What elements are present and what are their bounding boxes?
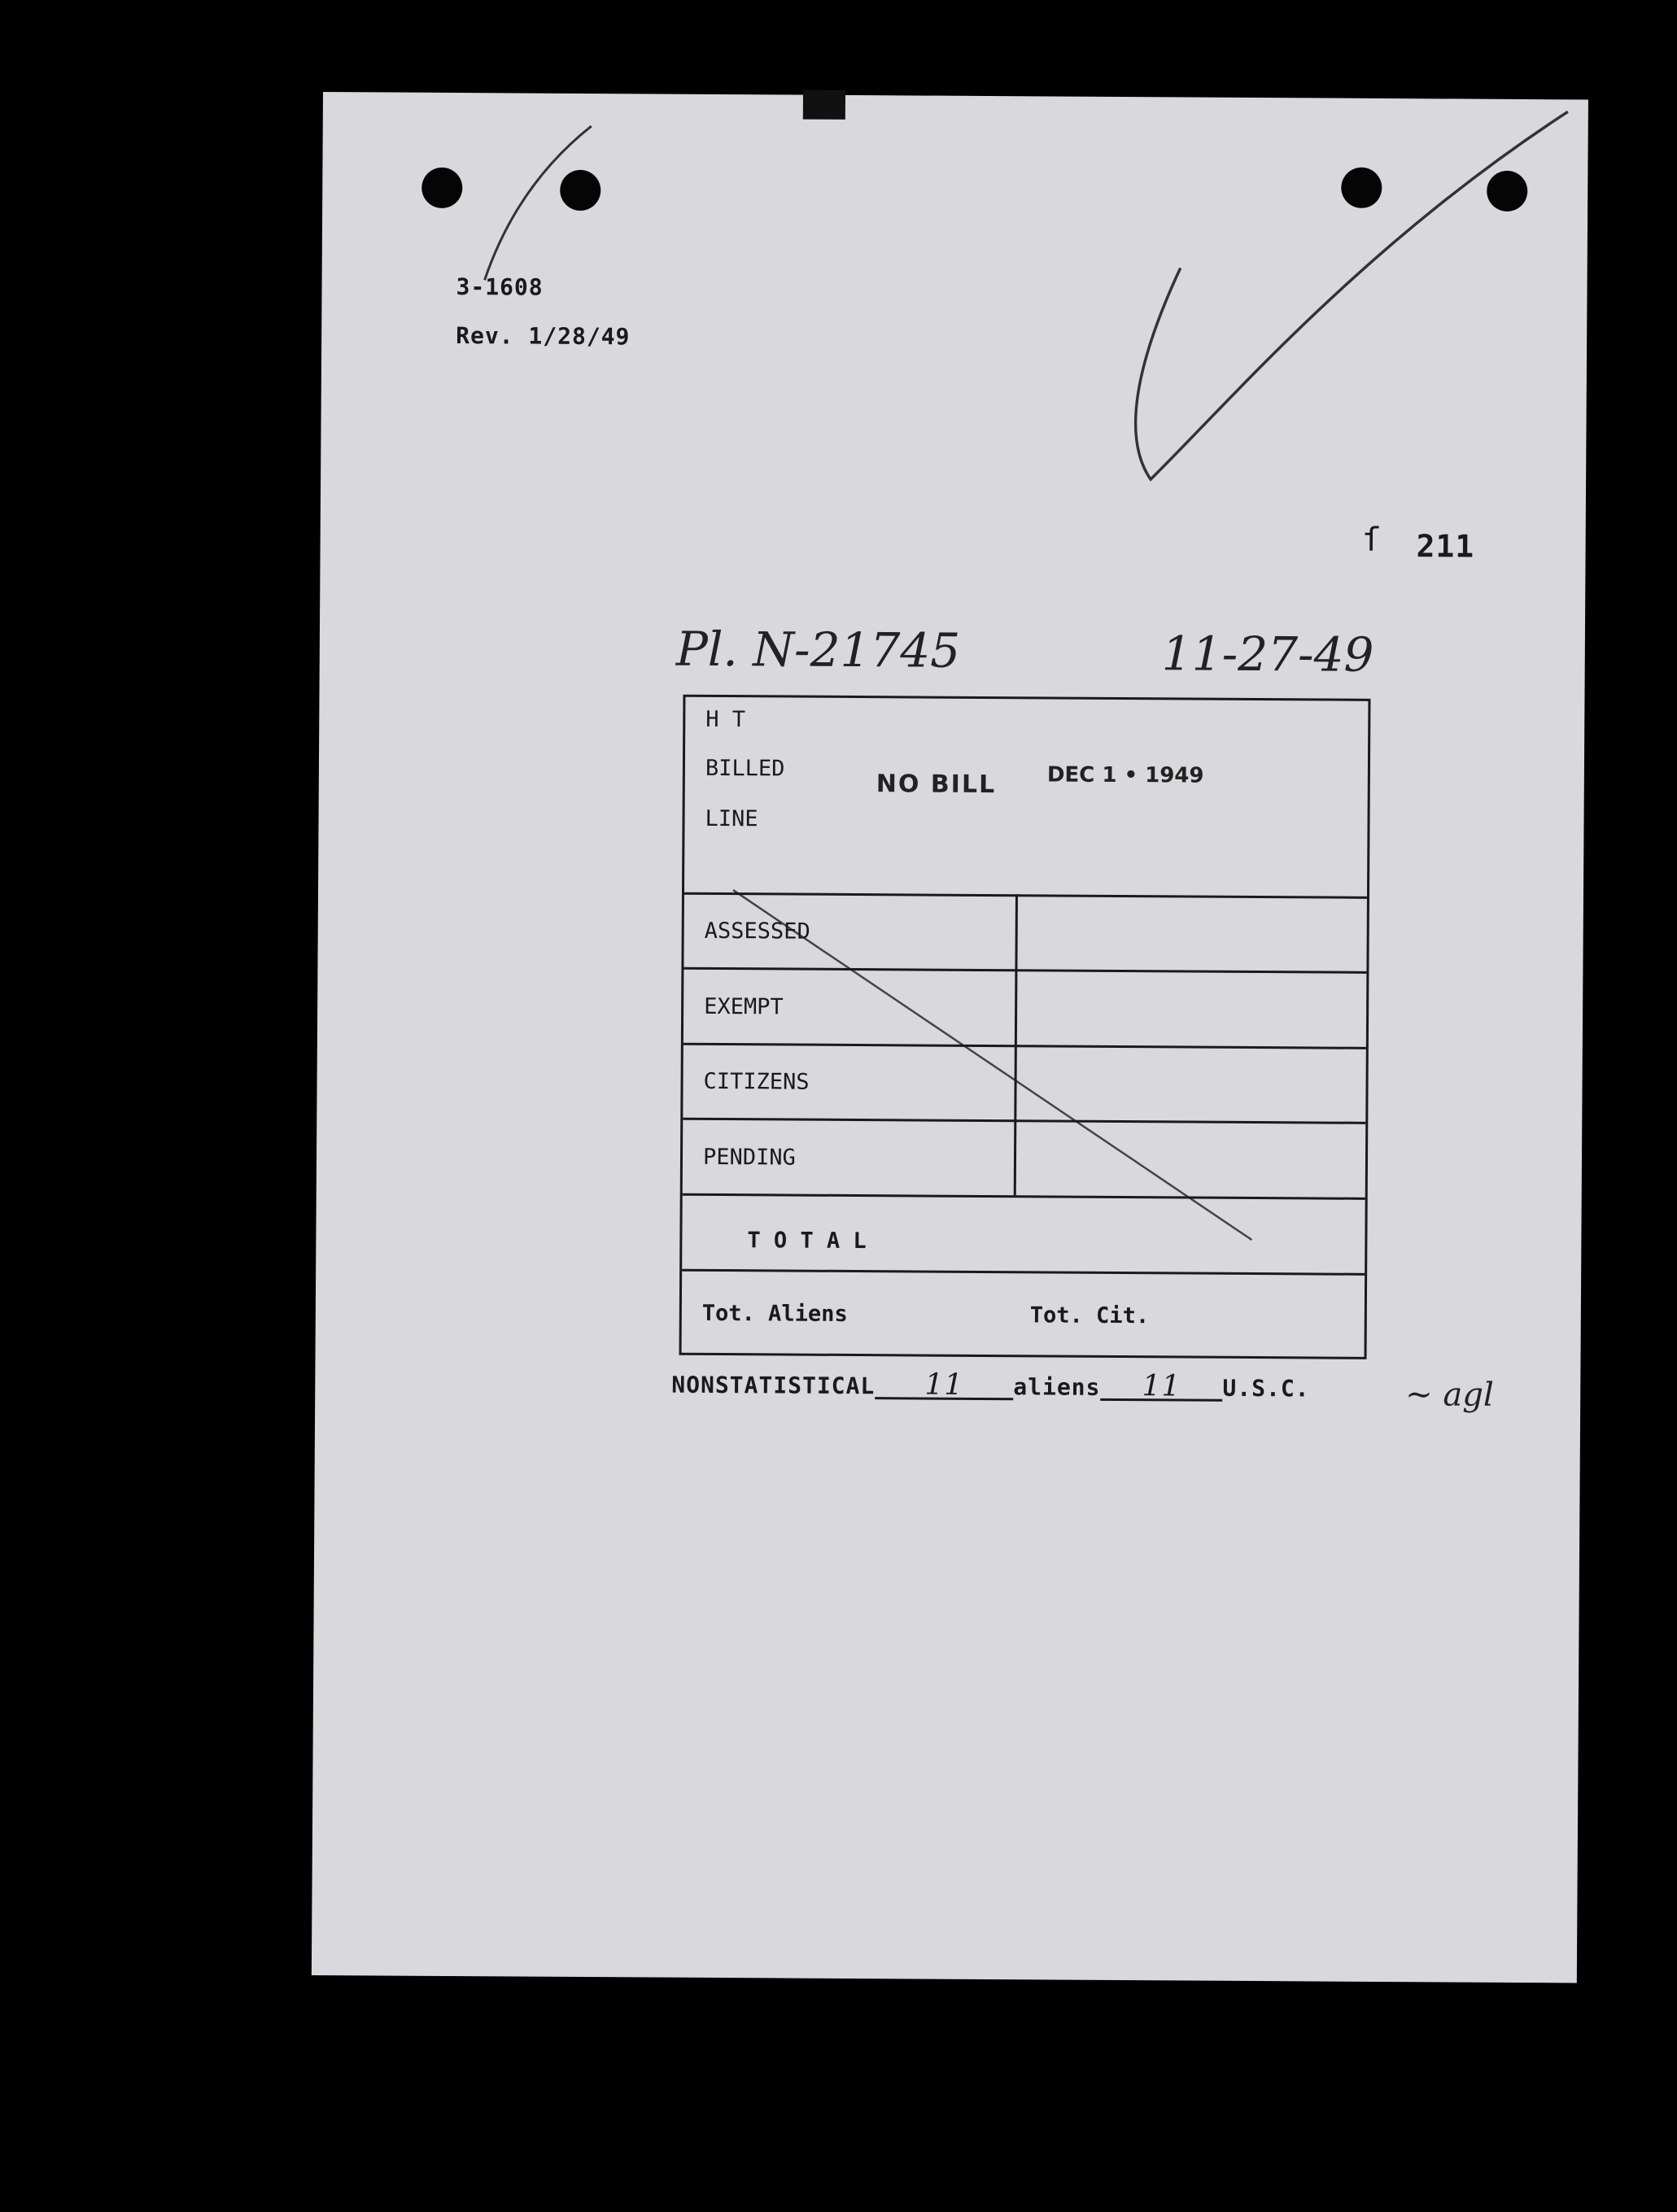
row-label-assessed: ASSESSED [704, 918, 810, 945]
nonstatistical-label: NONSTATISTICAL [671, 1371, 876, 1400]
nonstatistical-aliens-value: 11 [875, 1372, 1013, 1400]
divider-row-4 [683, 1193, 1365, 1200]
form-number: 3-1608 [456, 273, 544, 301]
row-label-exempt: EXEMPT [704, 993, 784, 1020]
total-citizens-label: Tot. Cit. [1029, 1302, 1150, 1329]
divider-header [684, 892, 1367, 899]
nonstatistical-line [671, 1368, 1310, 1403]
header-line-line: LINE [705, 805, 758, 832]
handwritten-initials: ~ agl [1405, 1376, 1494, 1414]
document-sheet [312, 92, 1588, 1983]
total-label: T O T A L [747, 1228, 867, 1254]
nonstatistical-usc-value: 11 [1100, 1374, 1222, 1402]
date-stamp: DEC 1 • 1949 [1046, 762, 1204, 788]
header-line-billed: BILLED [705, 755, 785, 782]
divider-row-2 [683, 1043, 1366, 1049]
header-line-ht: H T [705, 706, 746, 733]
handwritten-date: 11-27-49 [1161, 626, 1374, 683]
total-aliens-label: Tot. Aliens [701, 1300, 848, 1327]
revision-date: Rev. 1/28/49 [456, 322, 631, 351]
nonstatistical-aliens-label: aliens [1013, 1373, 1101, 1401]
divider-total [682, 1269, 1365, 1276]
no-bill-stamp: NO BILL [876, 770, 997, 800]
row-label-pending: PENDING [702, 1144, 796, 1171]
row-label-citizens: CITIZENS [703, 1068, 810, 1095]
check-mark [1135, 109, 1568, 482]
page-mark: ſ [1361, 521, 1382, 559]
left-pen-stroke [485, 125, 592, 281]
handwritten-reference: Pl. N-21745 [675, 621, 961, 678]
divider-row-1 [683, 967, 1366, 974]
tally-form [679, 695, 1371, 1359]
nonstatistical-usc-label: U.S.C. [1222, 1374, 1310, 1403]
divider-row-3 [683, 1118, 1365, 1124]
page-number: 211 [1416, 528, 1475, 565]
